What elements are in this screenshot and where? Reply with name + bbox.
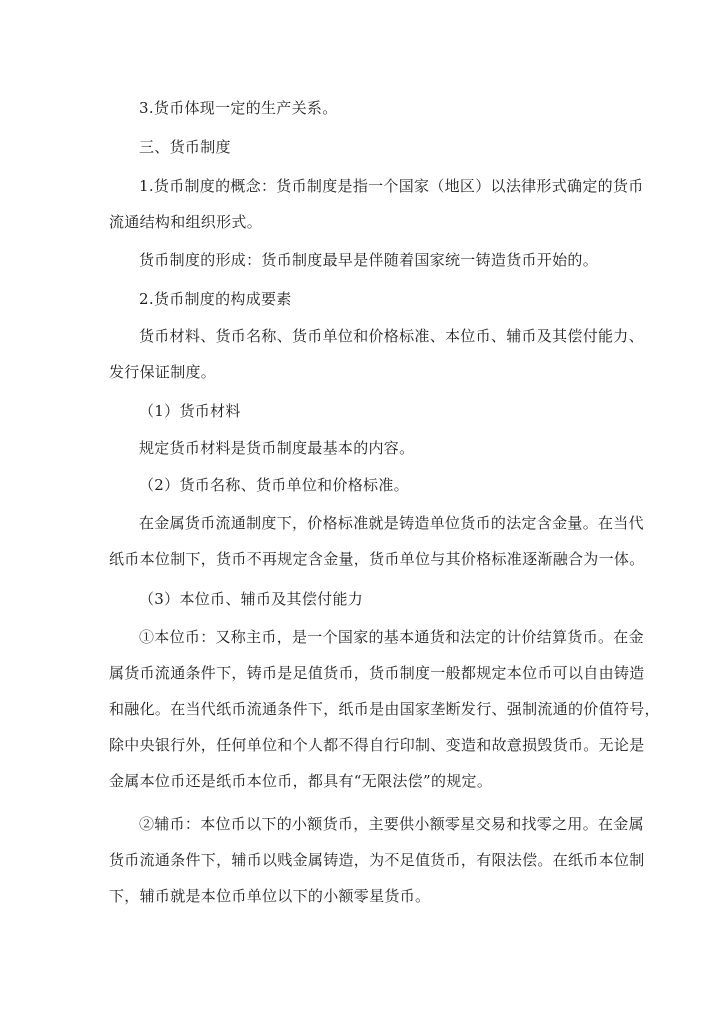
text-line: （3）本位币、辅币及其偿付能力 xyxy=(139,590,364,608)
text-line: 纸币本位制下，货币不再规定含金量，货币单位与其价格标准逐渐融合为一体。 xyxy=(109,550,645,568)
text-line: （2）货币名称、货币单位和价格标准。 xyxy=(139,476,409,494)
text-line: ①本位币：又称主币，是一个国家的基本通货和法定的计价结算货币。在金 xyxy=(139,628,644,646)
text-line: 下，辅币就是本位币单位以下的小额零星货币。 xyxy=(109,887,431,905)
text-line: 属货币流通条件下，铸币是足值货币，货币制度一般都规定本位币可以自由铸造 xyxy=(109,664,645,682)
paragraph-components-list xyxy=(109,318,644,390)
text-line: 货币流通条件下，辅币以贱金属铸造，为不足值货币，有限法偿。在纸币本位制 xyxy=(109,851,645,869)
section-heading-currency-system xyxy=(109,129,629,165)
paragraph-auxiliary-coin xyxy=(109,806,645,914)
text-line: 在金属货币流通制度下，价格标准就是铸造单位货币的法定含金量。在当代 xyxy=(139,514,644,532)
text-line: 三、货币制度 xyxy=(139,138,231,156)
paragraph-standard-coin xyxy=(109,619,660,799)
paragraph-system-formation xyxy=(109,242,629,278)
text-line: 3.货币体现一定的生产关系。 xyxy=(139,99,338,117)
text-line: 发行保证制度。 xyxy=(109,363,217,381)
paragraph-system-concept xyxy=(109,168,644,240)
paragraph-price-standard xyxy=(109,505,645,577)
subheading-name-unit-standard xyxy=(109,467,629,503)
paragraph-money-relations xyxy=(109,90,629,126)
subheading-components xyxy=(109,281,629,317)
text-line: 除中央银行外，任何单位和个人都不得自行印制、变造和故意损毁货币。无论是 xyxy=(109,736,645,754)
paragraph-material-definition xyxy=(109,430,629,466)
subheading-standard-coin xyxy=(109,581,629,617)
text-line: ②辅币：本位币以下的小额货币，主要供小额零星交易和找零之用。在金属 xyxy=(139,815,644,833)
text-line: （1）货币材料 xyxy=(139,402,241,420)
text-line: 2.货币制度的构成要素 xyxy=(139,290,292,308)
subheading-currency-material xyxy=(109,393,629,429)
text-line: 流通结构和组织形式。 xyxy=(109,213,263,231)
text-line: 规定货币材料是货币制度最基本的内容。 xyxy=(139,439,415,457)
text-line: 1.货币制度的概念：货币制度是指一个国家（地区）以法律形式确定的货币 xyxy=(139,177,644,195)
text-line: 货币制度的形成：货币制度最早是伴随着国家统一铸造货币开始的。 xyxy=(139,251,599,269)
text-line: 金属本位币还是纸币本位币，都具有“无限法偿”的规定。 xyxy=(109,772,493,790)
text-line: 货币材料、货币名称、货币单位和价格标准、本位币、辅币及其偿付能力、 xyxy=(139,327,644,345)
text-line: 和融化。在当代纸币流通条件下，纸币是由国家垄断发行、强制流通的价值符号， xyxy=(109,700,660,718)
